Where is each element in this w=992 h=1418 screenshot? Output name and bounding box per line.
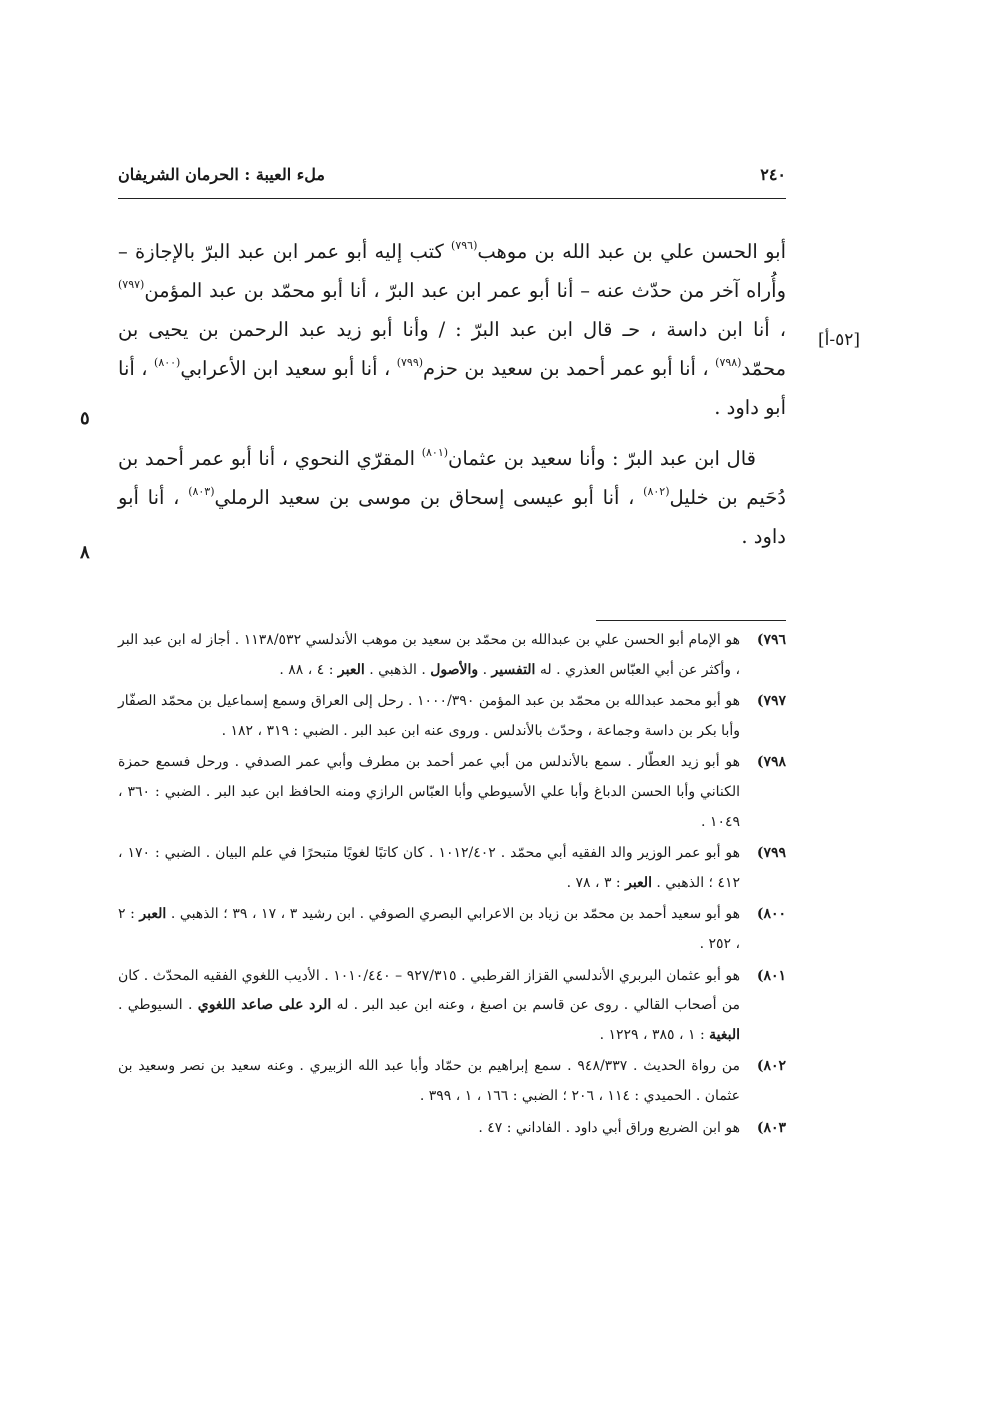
text-run: كتب إليه أبو عمر ابن عبد البرّ بالإجازة – وأُراه آخر من حدّث عنه – أنا أبو عمر ابن عبد البرّ ، أنا أبو محمّد بن عبد المؤمن (118, 240, 786, 302)
footnotes (118, 626, 786, 1145)
text-run: ، أنا أبو داود . (118, 486, 786, 548)
footnote-run: هو أبو سعيد أحمد بن محمّد بن زياد بن الاعرابي البصري الصوفي . ابن رشيد ٣ ، ١٧ ، ٣٩ ؛ الذهبي . (166, 906, 741, 923)
footnote-ref: (٨٠٠) (154, 356, 181, 369)
footnote-number: ٨٠٢) (756, 1058, 786, 1075)
footnote-798 (118, 748, 786, 837)
footnote-text (118, 839, 740, 898)
footnote-ref: (٨٠١) (421, 446, 449, 459)
book-title: ملء العيبة : الحرمان الشريفان (118, 165, 325, 184)
footnote-ref: (٨٠٢) (643, 485, 670, 498)
footnote-ref: (٧٩٧) (118, 278, 145, 291)
text-run: ، أنا أبو داود . (118, 357, 786, 419)
text-run: قال ابن عبد البرّ : وأنا سعيد بن عثمان (448, 447, 756, 470)
book-title-ref: التفسير (491, 661, 536, 678)
paragraph-2 (118, 439, 786, 556)
text-run: أبو الحسن علي بن عبد الله بن موهب (477, 240, 786, 263)
main-text (118, 232, 786, 568)
footnote-802 (118, 1052, 786, 1111)
header-rule (118, 198, 786, 199)
footnote-799 (118, 839, 786, 898)
book-title-ref: البغية (709, 1026, 740, 1043)
footnote-number: ٧٩٨) (756, 754, 786, 771)
footnote-number: ٨٠١) (756, 967, 786, 984)
footnote-run: : ٢ ، ٢٥٢ . (118, 906, 740, 952)
footnote-run: : ٤ ، ٨٨ . (279, 661, 338, 678)
footnote-800 (118, 900, 786, 959)
footnote-run: هو أبو عثمان البربري الأندلسي القزاز القرطبي . ٩٢٧/٣١٥ – ١٠١٠/٤٤٠ . الأديب اللغوي الفقيه المحدّث . كان من أصحاب القالي . روى عن قاسم بن اصبغ ، وعنه ابن عبد البر . له (118, 967, 741, 1014)
footnote-803 (118, 1114, 786, 1144)
footnote-ref: (٧٩٨) (715, 356, 742, 369)
book-title-ref: العبر (139, 906, 167, 923)
footnote-number: ٧٩٩) (756, 845, 786, 862)
footnote-text (118, 900, 740, 959)
footnote-run: : ١ ، ٣٨٥ ، ١٢٢٩ . (599, 1026, 710, 1043)
footnote-number: ٨٠٣) (756, 1119, 786, 1136)
footnote-run: . الذهبي . (364, 661, 431, 678)
book-title-ref: العبر (625, 874, 652, 891)
footnote-number: ٧٩٧) (756, 693, 786, 710)
footnote-run: : ٣ ، ٧٨ . (566, 874, 626, 891)
text-run: ، أنا أبو عمر أحمد بن سعيد بن حزم (423, 357, 716, 380)
footnote-text (118, 626, 740, 685)
footnote-number: ٧٩٦) (756, 632, 786, 648)
book-title-ref: والأصول (430, 661, 479, 678)
line-number-8: ٨ (80, 542, 90, 563)
book-title-ref: العبر (337, 661, 365, 678)
footnote-797 (118, 687, 786, 746)
footnote-run: هو أبو عمر الوزير والد الفقيه أبي محمّد . ١٠١٢/٤٠٢ . كان كاتبًا لغويًا متبحرًا في علم البيان . الضبي : ١٧٠ ، ٤١٢ ؛ الذهبي . (118, 845, 741, 891)
footnote-ref: (٧٩٩) (396, 356, 424, 369)
margin-folio-reference: [٥٢-أ] (818, 330, 861, 350)
footnote-text (118, 962, 740, 1051)
footnote-number: ٨٠٠) (756, 906, 786, 923)
footnote-text: هو ابن الضريع وراق أبي داود . الفاداني : ٤٧ . (478, 1119, 740, 1136)
footnote-801 (118, 962, 786, 1051)
footnote-run: هو الإمام أبو الحسن علي بن عبدالله بن محمّد بن سعيد بن موهب الأندلسي ١١٣٨/٥٣٢ . أجاز له ابن عبد البر ، وأكثر عن أبي العبّاس العذري . له (118, 632, 740, 678)
text-run: ، أنا ابن داسة ، حـ قال ابن عبد البرّ : / وأنا أبو زيد عبد الرحمن بن يحيى بن محمّد (118, 318, 787, 380)
page-number: ٢٤٠ (760, 165, 786, 184)
footnote-text: هو أبو محمد عبدالله بن محمّد بن عبد المؤمن ١٠٠٠/٣٩٠ . رحل إلى العراق وسمع إسماعيل بن محمّد الصفّار وأبا بكر بن داسة وجماعة ، وحدّث بالأندلس . وروى عنه ابن عبد البر . الضبي : ٣١٩ ، ١٨٢ . (118, 693, 740, 739)
footnote-text: من رواة الحديث . ٩٤٨/٣٣٧ . سمع إبراهيم بن حمّاد وأبا عبد الله الزبيري . وعنه سعيد بن نصر وسعيد بن عثمان . الحميدي : ١١٤ ، ٢٠٦ ؛ الضبي : ١٦٦ ، ١ ، ٣٩٩ . (118, 1058, 740, 1104)
line-number-5: ٥ (80, 408, 90, 429)
footnote-run: . السيوطي . (118, 997, 198, 1014)
footnote-run: . (478, 661, 492, 678)
footnote-ref: (٨٠٣) (188, 485, 215, 498)
paragraph-1 (118, 232, 786, 427)
text-run: ، أنا أبو عيسى إسحاق بن موسى بن سعيد الرملي (214, 486, 644, 509)
footnote-ref: (٧٩٦) (451, 239, 478, 252)
text-run: المقرّي النحوي ، أنا أبو عمر أحمد بن دُحَيم بن خليل (118, 447, 786, 509)
text-run: ، أنا أبو سعيد ابن الأعرابي (180, 357, 397, 380)
footnote-separator (596, 620, 786, 621)
footnote-text: هو أبو زيد العطّار . سمع بالأندلس من أبي عمر أحمد بن مطرف وأبي عمر الصدفي . ورحل فسمع حمزة الكناني وأبا الحسن الدباغ وأبا علي الأسيوطي وأبا العبّاس الرازي ومنه الحافظ ابن عبد البر . الضبي : ٣٦٠ ، ١٠٤٩ . (118, 754, 740, 830)
footnote-796 (118, 626, 786, 685)
book-title-ref: الرد على صاعد اللغوي (197, 997, 332, 1014)
running-header (118, 165, 786, 195)
